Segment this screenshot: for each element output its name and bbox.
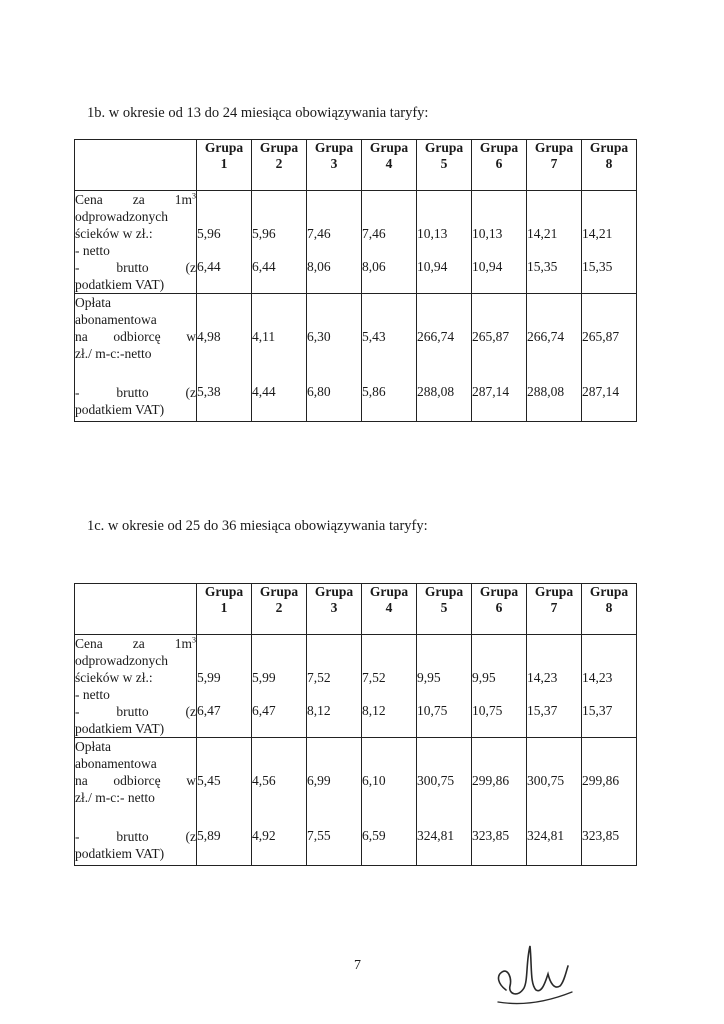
page-number: 7: [354, 958, 361, 973]
group-number: 5: [440, 156, 448, 171]
label-line: [75, 191, 196, 208]
label-line: [75, 384, 196, 401]
value-cell: [307, 191, 362, 294]
section-1c-heading: 1c. w okresie od 25 do 36 miesiąca obowiązywania taryfy:: [87, 518, 428, 534]
value-cell: [197, 191, 252, 294]
value-cell: [582, 191, 637, 294]
group-word: Grupa: [314, 584, 354, 599]
value-cell: [582, 294, 637, 422]
netto-value: 7,52: [362, 670, 386, 685]
netto-value: 10,13: [472, 226, 503, 241]
label-line-word: [133, 191, 145, 208]
netto-value: 266,74: [527, 329, 565, 344]
group-header: [197, 584, 252, 635]
value-cell: [252, 191, 307, 294]
label-line: odprowadzonych: [75, 209, 168, 224]
handwritten-signature: [492, 932, 582, 1012]
table-row: [75, 738, 637, 866]
brutto-value: 6,44: [197, 259, 221, 274]
brutto-value: 10,94: [472, 259, 503, 274]
netto-value: 299,86: [582, 773, 620, 788]
netto-value: 5,96: [197, 226, 221, 241]
value-cell: [197, 294, 252, 422]
group-number: 1: [220, 156, 228, 171]
group-number: 8: [605, 156, 613, 171]
brutto-value: 324,81: [527, 828, 565, 843]
brutto-value: 287,14: [582, 384, 620, 399]
label-line-word: [175, 635, 196, 652]
label-line-word: [186, 328, 196, 345]
group-number: 5: [440, 600, 448, 615]
value-cell: [417, 191, 472, 294]
value-cell: [472, 191, 527, 294]
label-line: zł./ m-c:-netto: [75, 346, 152, 361]
label-line: abonamentowa: [75, 756, 157, 771]
group-header: [417, 140, 472, 191]
label-line: podatkiem VAT): [75, 846, 165, 861]
value-cell: [417, 738, 472, 866]
label-line-word: [133, 635, 145, 652]
tariff-table-1c: [74, 583, 637, 866]
netto-value: 14,23: [527, 670, 558, 685]
label-line: [75, 828, 196, 845]
group-word: Grupa: [589, 140, 629, 155]
brutto-value: 323,85: [472, 828, 510, 843]
group-header: [472, 584, 527, 635]
label-line-word: [186, 772, 196, 789]
label-line: odprowadzonych: [75, 653, 168, 668]
label-line-text: brutto: [116, 385, 149, 400]
label-line-word: [75, 191, 103, 208]
label-spacer: [75, 806, 196, 828]
group-word: Grupa: [589, 584, 629, 599]
group-header: [527, 140, 582, 191]
netto-value: 7,52: [307, 670, 331, 685]
value-cell: [527, 294, 582, 422]
label-line-text: brutto: [116, 260, 149, 275]
group-number: 4: [385, 156, 393, 171]
row-label-fee: [75, 738, 197, 866]
value-cell: [252, 294, 307, 422]
netto-value: 9,95: [417, 670, 441, 685]
label-line-text: w: [186, 773, 196, 788]
label-line-text: brutto: [116, 704, 149, 719]
netto-value: 14,21: [527, 226, 558, 241]
label-line: [75, 703, 196, 720]
label-line-word: [116, 703, 148, 720]
group-word: Grupa: [259, 584, 299, 599]
superscript-3: 3: [192, 191, 196, 201]
netto-value: 265,87: [582, 329, 620, 344]
label-line: zł./ m-c:- netto: [75, 790, 155, 805]
tariff-table-1b: [74, 139, 637, 422]
brutto-value: 10,75: [417, 703, 448, 718]
value-cell: [527, 738, 582, 866]
brutto-value: 288,08: [417, 384, 455, 399]
table-row: [75, 294, 637, 422]
label-line: abonamentowa: [75, 312, 157, 327]
label-line-text: (z: [185, 385, 196, 400]
value-cell: [197, 738, 252, 866]
value-cell: [307, 738, 362, 866]
value-cell: [472, 738, 527, 866]
label-line-text: odbiorcę: [113, 773, 161, 788]
netto-value: 7,46: [307, 226, 331, 241]
label-line-word: [116, 828, 148, 845]
brutto-value: 8,06: [362, 259, 386, 274]
label-line-text: w: [186, 329, 196, 344]
table-row: [75, 191, 637, 294]
group-word: Grupa: [534, 584, 574, 599]
group-number: 1: [220, 600, 228, 615]
row-label-price: [75, 635, 197, 738]
label-line-text: brutto: [116, 829, 149, 844]
brutto-value: 8,12: [362, 703, 386, 718]
value-cell: [362, 635, 417, 738]
group-word: Grupa: [259, 140, 299, 155]
label-line-word: [75, 772, 88, 789]
group-word: Grupa: [314, 140, 354, 155]
value-cell: [252, 738, 307, 866]
group-word: Grupa: [479, 140, 519, 155]
group-number: 7: [550, 600, 558, 615]
brutto-value: 323,85: [582, 828, 620, 843]
label-line-word: [116, 384, 148, 401]
group-number: 4: [385, 600, 393, 615]
netto-value: 9,95: [472, 670, 496, 685]
netto-value: 299,86: [472, 773, 510, 788]
group-word: Grupa: [204, 584, 244, 599]
label-line: - netto: [75, 243, 110, 258]
label-line: [75, 259, 196, 276]
group-header: [252, 584, 307, 635]
value-cell: [472, 294, 527, 422]
group-number: 6: [495, 156, 503, 171]
label-line-word: [113, 328, 160, 345]
label-line: Opłata: [75, 739, 111, 754]
netto-value: 7,46: [362, 226, 386, 241]
label-line-word: [75, 703, 80, 720]
value-cell: [362, 191, 417, 294]
group-number: 3: [330, 600, 338, 615]
brutto-value: 5,89: [197, 828, 221, 843]
group-header: [252, 140, 307, 191]
group-header: [582, 140, 637, 191]
label-line: ścieków w zł.:: [75, 670, 153, 685]
netto-value: 4,98: [197, 329, 221, 344]
label-line-text: -: [75, 260, 80, 275]
label-line-text: (z: [185, 704, 196, 719]
value-cell: [362, 294, 417, 422]
brutto-value: 10,94: [417, 259, 448, 274]
group-number: 3: [330, 156, 338, 171]
label-spacer: [75, 362, 196, 384]
netto-value: 300,75: [417, 773, 455, 788]
label-line-text: na: [75, 329, 88, 344]
group-header: [362, 584, 417, 635]
group-header: [472, 140, 527, 191]
corner-cell: [75, 140, 197, 191]
brutto-value: 6,44: [252, 259, 276, 274]
label-line-text: odbiorcę: [113, 329, 161, 344]
label-line-word: [175, 191, 196, 208]
label-line-text: -: [75, 704, 80, 719]
netto-value: 4,11: [252, 329, 276, 344]
corner-cell: [75, 584, 197, 635]
label-line-text: za: [132, 192, 145, 207]
group-header: [527, 584, 582, 635]
label-line-word: [75, 328, 88, 345]
netto-value: 6,99: [307, 773, 331, 788]
netto-value: 5,45: [197, 773, 221, 788]
brutto-value: 288,08: [527, 384, 565, 399]
header-row: [75, 584, 637, 635]
brutto-value: 6,47: [197, 703, 221, 718]
value-cell: [582, 738, 637, 866]
superscript-3: 3: [192, 635, 196, 645]
brutto-value: 7,55: [307, 828, 331, 843]
label-line: ścieków w zł.:: [75, 226, 153, 241]
netto-value: 14,23: [582, 670, 613, 685]
group-header: [362, 140, 417, 191]
row-label-price: [75, 191, 197, 294]
label-line: [75, 635, 196, 652]
label-line-word: [75, 384, 80, 401]
label-line-word: [75, 828, 80, 845]
group-number: 2: [275, 600, 283, 615]
label-line-word: [113, 772, 160, 789]
label-line-text: 1m: [174, 636, 192, 651]
label-line: [75, 328, 196, 345]
group-word: Grupa: [204, 140, 244, 155]
label-line-word: [186, 703, 197, 720]
section-1b-heading: 1b. w okresie od 13 do 24 miesiąca obowiązywania taryfy:: [87, 105, 429, 121]
label-line-word: [186, 828, 197, 845]
netto-value: 5,96: [252, 226, 276, 241]
brutto-value: 6,59: [362, 828, 386, 843]
brutto-value: 6,47: [252, 703, 276, 718]
group-header: [197, 140, 252, 191]
label-line-text: (z: [185, 260, 196, 275]
netto-value: 4,56: [252, 773, 276, 788]
value-cell: [527, 635, 582, 738]
value-cell: [417, 635, 472, 738]
brutto-value: 5,86: [362, 384, 386, 399]
brutto-value: 15,37: [582, 703, 613, 718]
group-header: [307, 140, 362, 191]
brutto-value: 5,38: [197, 384, 221, 399]
value-cell: [417, 294, 472, 422]
group-word: Grupa: [369, 140, 409, 155]
netto-value: 5,99: [252, 670, 276, 685]
value-cell: [252, 635, 307, 738]
label-line: - netto: [75, 687, 110, 702]
value-cell: [307, 635, 362, 738]
group-header: [417, 584, 472, 635]
label-line: Opłata: [75, 295, 111, 310]
group-number: 2: [275, 156, 283, 171]
label-line-text: Cena: [75, 192, 103, 207]
netto-value: 5,99: [197, 670, 221, 685]
netto-value: 265,87: [472, 329, 510, 344]
value-cell: [307, 294, 362, 422]
group-number: 7: [550, 156, 558, 171]
label-line-text: -: [75, 385, 80, 400]
label-line-word: [116, 259, 148, 276]
brutto-value: 4,44: [252, 384, 276, 399]
netto-value: 300,75: [527, 773, 565, 788]
value-cell: [582, 635, 637, 738]
netto-value: 14,21: [582, 226, 613, 241]
brutto-value: 324,81: [417, 828, 455, 843]
netto-value: 10,13: [417, 226, 448, 241]
brutto-value: 287,14: [472, 384, 510, 399]
label-line: podatkiem VAT): [75, 277, 165, 292]
label-line-word: [186, 259, 197, 276]
label-line-text: (z: [185, 829, 196, 844]
label-line-text: 1m: [174, 192, 192, 207]
group-word: Grupa: [534, 140, 574, 155]
group-number: 8: [605, 600, 613, 615]
brutto-value: 15,35: [527, 259, 558, 274]
label-line-text: za: [132, 636, 145, 651]
label-line-text: na: [75, 773, 88, 788]
value-cell: [362, 738, 417, 866]
group-word: Grupa: [424, 584, 464, 599]
netto-value: 6,10: [362, 773, 386, 788]
label-line-word: [75, 259, 80, 276]
label-line-text: -: [75, 829, 80, 844]
brutto-value: 10,75: [472, 703, 503, 718]
brutto-value: 8,06: [307, 259, 331, 274]
netto-value: 5,43: [362, 329, 386, 344]
netto-value: 266,74: [417, 329, 455, 344]
label-line: podatkiem VAT): [75, 721, 165, 736]
label-line: podatkiem VAT): [75, 402, 165, 417]
header-row: [75, 140, 637, 191]
brutto-value: 6,80: [307, 384, 331, 399]
brutto-value: 8,12: [307, 703, 331, 718]
group-word: Grupa: [369, 584, 409, 599]
group-header: [307, 584, 362, 635]
value-cell: [527, 191, 582, 294]
value-cell: [472, 635, 527, 738]
table-row: [75, 635, 637, 738]
brutto-value: 15,35: [582, 259, 613, 274]
brutto-value: 4,92: [252, 828, 276, 843]
label-line-word: [186, 384, 197, 401]
row-label-fee: [75, 294, 197, 422]
label-line-text: Cena: [75, 636, 103, 651]
netto-value: 6,30: [307, 329, 331, 344]
value-cell: [197, 635, 252, 738]
group-number: 6: [495, 600, 503, 615]
label-line-word: [75, 635, 103, 652]
group-word: Grupa: [479, 584, 519, 599]
group-word: Grupa: [424, 140, 464, 155]
label-line: [75, 772, 196, 789]
group-header: [582, 584, 637, 635]
brutto-value: 15,37: [527, 703, 558, 718]
